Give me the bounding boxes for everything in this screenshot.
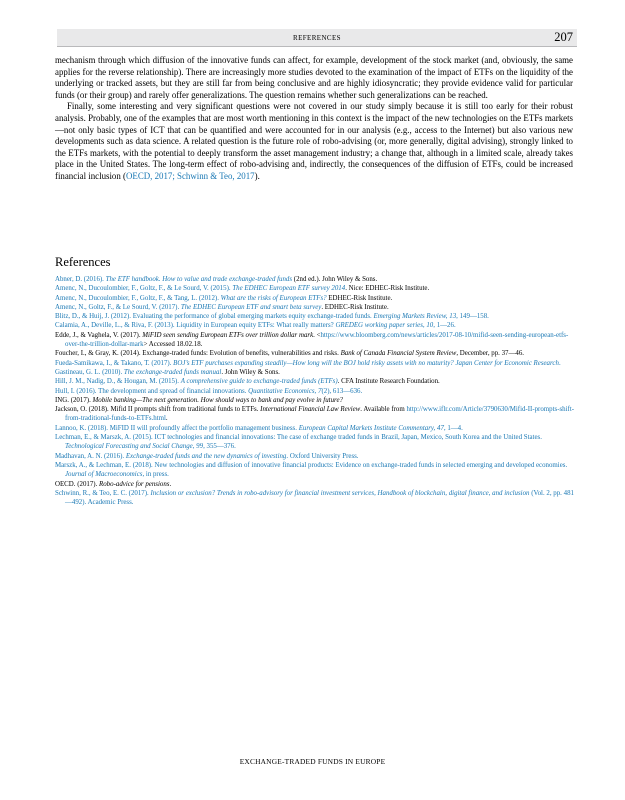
reference-title[interactable]: The exchange-traded funds manual — [123, 368, 222, 376]
reference-item — [55, 275, 575, 284]
reference-details: . CFA Institute Research Foundation. — [337, 378, 440, 386]
reference-item — [55, 489, 575, 508]
running-header-title: REFERENCES — [293, 34, 341, 42]
reference-title: Mobile banking—The next generation. How should ways to bank and pay evolve in future? — [92, 396, 343, 404]
reference-author[interactable]: Schwinn, R., & Teo, E. C. (2017). — [55, 489, 151, 497]
reference-item — [55, 433, 575, 452]
reference-author[interactable]: Abner, D. (2016). — [55, 276, 106, 283]
reference-title[interactable]: The ETF handbook. How to value and trade exchange-traded funds — [105, 276, 293, 283]
reference-title[interactable]: Inclusion or exclusion? Trends in robo-advisory for financial investment services, Handbook of blockchain, digital finance, and inclusion — [150, 489, 530, 497]
reference-details: , December, pp. 37—46. — [456, 350, 524, 358]
reference-item — [55, 312, 575, 321]
reference-title[interactable]: European Capital Markets Institute Commentary, 47 — [298, 424, 444, 432]
reference-details: . < — [313, 331, 321, 339]
reference-item — [55, 294, 575, 303]
reference-item — [55, 349, 575, 358]
reference-item — [55, 368, 575, 377]
body-text — [55, 55, 573, 183]
reference-item — [55, 377, 575, 386]
reference-title: Robo-advice for pensions — [99, 480, 170, 488]
references-heading: References — [55, 255, 111, 269]
reference-title[interactable]: BOJ’s ETF purchases expanding steadily—How long will the BOJ hold risky assets with no maturity? Japan Center for Economic Research — [173, 359, 559, 367]
reference-url-link[interactable]: http://www.iflr.com/Article/3790630/Mifid-II-prompts-shift-from-traditional-funds-to-ETFs.html — [65, 406, 575, 423]
reference-details: . John Wiley & Sons. — [221, 368, 280, 376]
reference-item — [55, 396, 575, 405]
reference-item — [55, 480, 575, 489]
reference-author[interactable]: Hull, I. (2016). The development and spread of financial innovations. — [55, 387, 249, 395]
reference-details: , 149—158. — [456, 313, 489, 321]
citation-link[interactable]: OECD, 2017; Schwinn & Teo, 2017 — [125, 170, 255, 181]
reference-title: MiFID seen sending European ETFs over trillion dollar mark — [142, 331, 314, 339]
reference-details: . Available from — [360, 406, 407, 414]
reference-item — [55, 387, 575, 396]
reference-author[interactable]: Fueda-Samikawa, I., & Takano, T. (2017). — [55, 359, 174, 367]
reference-author[interactable]: Gastineau, G. L. (2010). — [55, 368, 124, 376]
reference-author[interactable]: Madhavan, A. N. (2016). — [55, 452, 126, 460]
reference-author[interactable]: Marszk, A., & Lechman, E. (2018). New technologies and diffusion of innovative financial products: Evidence on exchange-traded funds in selected emerging and developed economies. — [55, 461, 568, 469]
reference-author[interactable]: Lannoo, K. (2018). MiFID II will profoundly affect the portfolio management business. — [55, 424, 299, 432]
reference-item — [55, 405, 575, 424]
reference-title[interactable]: GREDEG working paper series, 10 — [335, 322, 434, 330]
reference-item — [55, 359, 575, 368]
running-footer-title: EXCHANGE-TRADED FUNDS IN EUROPE — [239, 757, 386, 766]
reference-details: (2nd ed.). John Wiley & Sons. — [292, 276, 378, 283]
reference-tail: . — [165, 415, 168, 423]
running-header — [57, 29, 577, 47]
reference-details: , 1—4. — [443, 424, 463, 432]
reference-item — [55, 284, 575, 293]
reference-item — [55, 461, 575, 480]
reference-title[interactable]: Journal of Macroeconomics — [65, 471, 143, 479]
reference-author: Foucher, I., & Gray, K. (2014). Exchange-traded funds: Evolution of benefits, vulnerabilities and risks. — [55, 350, 341, 358]
references-list — [55, 275, 575, 507]
reference-details: EDHEC-Risk Institute. — [326, 294, 393, 302]
reference-author[interactable]: Blitz, D., & Huij, J. (2012). Evaluating the performance of global emerging markets equity exchange-traded funds. — [55, 313, 374, 321]
reference-author: OECD. (2017). — [55, 480, 100, 488]
reference-details: , 355—376. — [203, 443, 236, 451]
reference-url-link[interactable]: https://www.bloomberg.com/news/articles/2017-08-10/mifid-seen-sending-european-etfs-over-the-trillion-dollar-mark — [65, 331, 569, 349]
reference-item — [55, 331, 575, 350]
reference-details: . — [558, 359, 561, 367]
reference-item — [55, 303, 575, 312]
page-number: 207 — [554, 30, 573, 44]
reference-author: Edde, J., & Vaghela, V. (2017). — [55, 331, 143, 339]
reference-title[interactable]: What are the risks of European ETFs? — [220, 294, 327, 302]
reference-details: . Oxford University Press. — [286, 452, 359, 460]
reference-details: (2), 613—636. — [321, 387, 363, 395]
body-paragraph-2 — [55, 101, 573, 182]
reference-title: Bank of Canada Financial System Review — [340, 350, 457, 358]
reference-title[interactable]: The EDHEC European ETF survey 2014 — [232, 285, 346, 293]
reference-details: . EDHEC-Risk Institute. — [321, 303, 389, 311]
reference-details: (Vol. 2, pp. 481—492). Academic Press. — [65, 489, 574, 507]
reference-details: . — [169, 480, 172, 488]
body-paragraph-2-text: Finally, some interesting and very significant questions were not covered in our study simply because it is still too early for their robust analysis. Probably, one of the examples that are most worth mentioning in this context is the impact of the new technologies on the ETFs markets—not only basic types of ICT that can be quantified and were accounted for in our analysis (e.g., access to the Internet) but also various new developments such as data science. A related question is the future role of robo-advising (or, more generally, digital advising), strongly linked to the ETFs markets, with the potential to deeply transform the asset management industry; a change that, although in a limited scale, already takes place in the United States. The long-term effect of robo-advising and, indirectly, the consequences of the diffusion of ETFs, could be increased financial inclusion ( — [55, 101, 573, 181]
reference-item — [55, 452, 575, 461]
reference-details: . Nice: EDHEC-Risk Institute. — [345, 285, 430, 293]
reference-title: International Financial Law Review — [260, 406, 361, 414]
reference-item — [55, 424, 575, 433]
reference-title[interactable]: Emerging Markets Review, 13 — [373, 313, 457, 321]
reference-title[interactable]: A comprehensive guide to exchange-traded funds (ETFs) — [180, 378, 338, 386]
reference-author: Jackson, O. (2018). Mifid II prompts shift from traditional funds to ETFs. — [55, 406, 261, 414]
reference-author[interactable]: Lechman, E., & Marszk, A. (2015). ICT technologies and financial innovations: The case of exchange traded funds in Brazil, Japan, Mexico, South Korea and the United States. — [55, 434, 542, 442]
reference-author: ING. (2017). — [55, 396, 93, 404]
reference-details: , 1—26. — [433, 322, 456, 330]
reference-details: , in press. — [142, 471, 169, 479]
reference-title[interactable]: The EDHEC European ETF and smart beta survey — [180, 303, 322, 311]
reference-author[interactable]: Calamia, A., Deville, L., & Riva, F. (2013). Liquidity in European equity ETFs: What really matters? — [55, 322, 336, 330]
reference-item — [55, 321, 575, 330]
reference-title[interactable]: Technological Forecasting and Social Change, 99 — [65, 443, 204, 451]
body-paragraph-1: mechanism through which diffusion of the innovative funds can affect, for example, development of the stock market (and, obviously, the same applies for the reverse relationship). There are increasingly more studies devoted to the examination of the impact of ETFs on the liquidity of the underlying or tracked assets, but they are still far from being conclusive and are highly idiosyncratic; they provide evidence valid for particular funds (or their group) and rarely offer generalizations. The question remains whether such generalizations can be reached. — [55, 55, 573, 100]
reference-tail: > Accessed 18.02.18. — [143, 341, 203, 349]
reference-title[interactable]: Exchange-traded funds and the new dynamics of investing — [125, 452, 287, 460]
body-paragraph-2-end: ). — [254, 170, 260, 181]
reference-author[interactable]: Amenc, N., Ducoulombier, F., Goltz, F., & Le Sourd, V. (2015). — [55, 285, 233, 293]
reference-author[interactable]: Hill, J. M., Nadig, D., & Hougan, M. (2015). — [55, 378, 181, 386]
reference-title[interactable]: Quantitative Economics, 7 — [248, 387, 322, 395]
reference-author[interactable]: Amenc, N., Ducoulombier, F., Goltz, F., & Tang, L. (2012). — [55, 294, 221, 302]
reference-author[interactable]: Amenc, N., Goltz, F., & Le Sourd, V. (2017). — [55, 303, 181, 311]
